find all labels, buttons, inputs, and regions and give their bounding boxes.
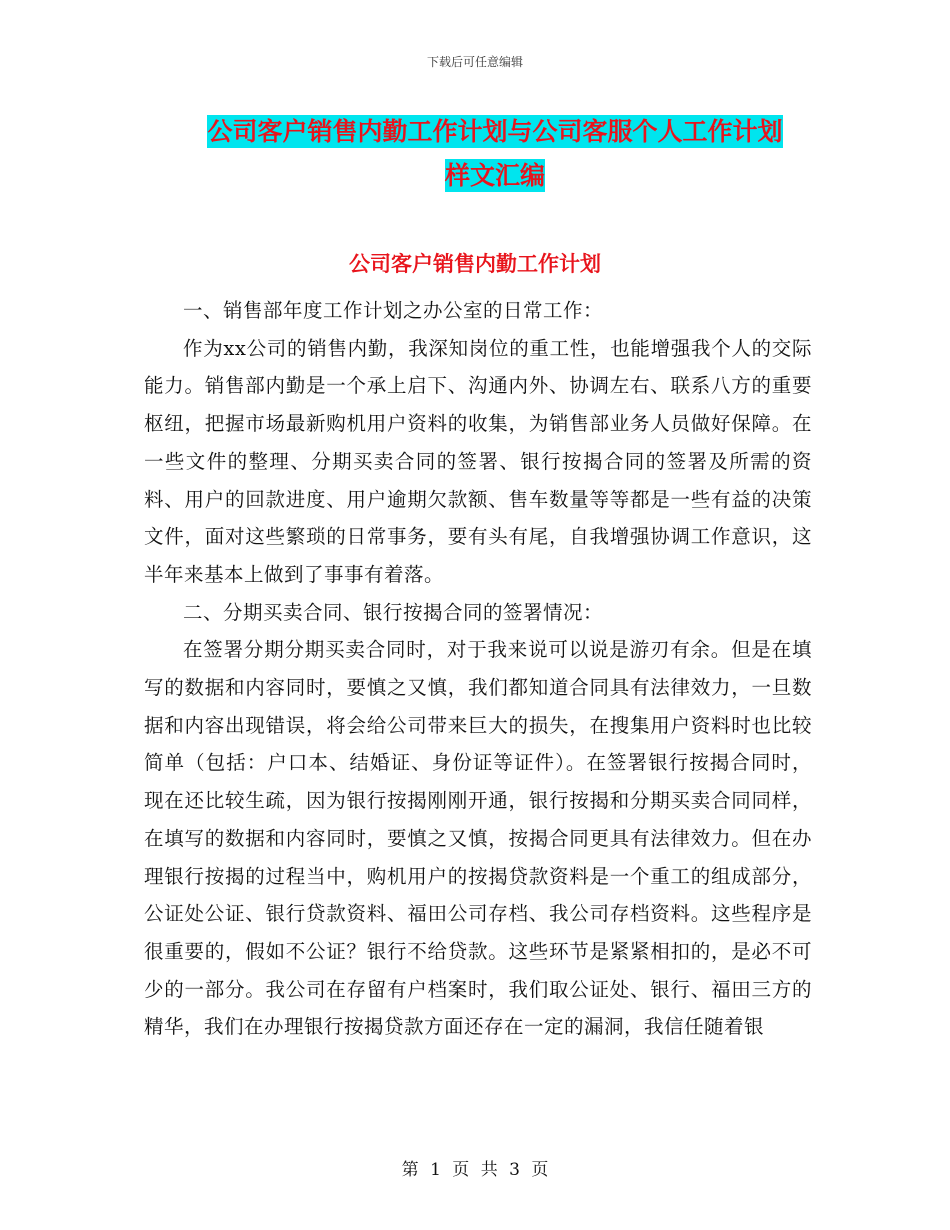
document-body: [144, 292, 812, 1046]
page-header-note: 下载后可任意编辑: [426, 55, 523, 69]
paragraph-heading-2: 二、分期买卖合同、银行按揭合同的签署情况：: [183, 600, 604, 624]
document-title: [140, 110, 850, 198]
paragraph: 在签署分期分期买卖合同时，对于我来说可以说是游刃有余。但是在填写的数据和内容同时，要慎之又慎，我们都知道合同具有法律效力，一旦数据和内容出现错误，将会给公司带来巨大的损失，在搜集用户资料时也比较简单（包括：户口本、结婚证、身份证等证件）。在签署银行按揭合同时，现在还比较生疏，因为银行按揭刚刚开通，银行按揭和分期买卖合同同样，在填写的数据和内容同时，要慎之又慎，按揭合同更具有法律效力。但在办理银行按揭的过程当中，购机用户的按揭贷款资料是一个重工的组成部分，公证处公证、银行贷款资料、福田公司存档、我公司存档资料。这些程序是很重要的，假如不公证？银行不给贷款。这些环节是紧紧相扣的，是必不可少的一部分。我公司在存留有户档案时，我们取公证处、银行、福田三方的精华，我们在办理银行按揭贷款方面还存在一定的漏洞，我信任随着银: [144, 638, 812, 1039]
paragraph-heading-1: 一、销售部年度工作计划之办公室的日常工作：: [183, 299, 604, 322]
document-title-line1: 公司客户销售内勤工作计划与公司客服个人工作计划: [207, 117, 783, 146]
document-title-line2: 样文汇编: [444, 161, 545, 190]
page-footer: 第 1 页 共 3 页: [401, 1160, 549, 1180]
paragraph: 作为xx公司的销售内勤，我深知岗位的重工性，也能增强我个人的交际能力。销售部内勤是一个承上启下、沟通内外、协调左右、联系八方的重要枢纽，把握市场最新购机用户资料的收集，为销售部业务人员做好保障。在一些文件的整理、分期买卖合同的签署、银行按揭合同的签署及所需的资料、用户的回款进度、用户逾期欠款额、售车数量等等都是一些有益的决策文件，面对这些繁琐的日常事务，要有头有尾，自我增强协调工作意识，这半年来基本上做到了事事有着落。: [144, 336, 812, 586]
section-title: 公司客户销售内勤工作计划: [349, 252, 601, 276]
